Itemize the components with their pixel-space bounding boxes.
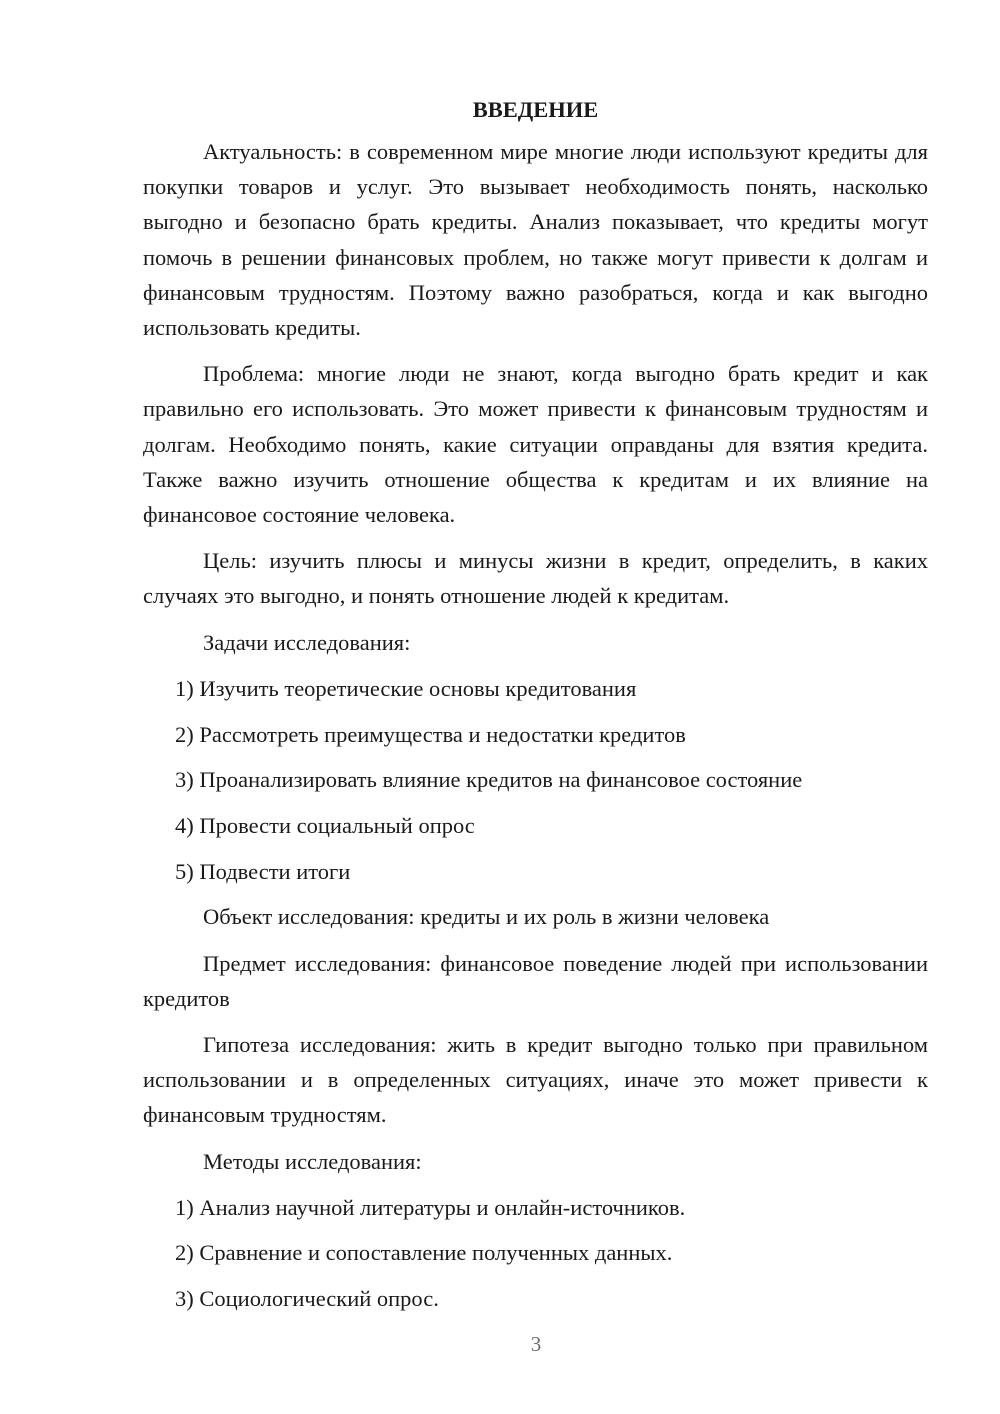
problem-paragraph: Проблема: многие люди не знают, когда выгодно брать кредит и как правильно его использовать. Это может привести к финансовым трудностям и долгам. Необходимо понять, какие ситуации оправданы для взятия кредита. Также важно изучить отношение общества к кредитам и их влияние на финансовое состояние человека. <box>143 361 928 528</box>
task-item: 2) Рассмотреть преимущества и недостатки кредитов <box>175 721 686 747</box>
section-title: ВВЕДЕНИЕ <box>472 97 599 122</box>
tasks-heading: Задачи исследования: <box>203 629 411 655</box>
methods-list <box>143 1190 928 1317</box>
hypothesis-paragraph: Гипотеза исследования: жить в кредит выгодно только при правильном использовании и в определенных ситуациях, иначе это может привести к финансовым трудностям. <box>143 1031 928 1128</box>
goal-paragraph: Цель: изучить плюсы и минусы жизни в кредит, определить, в каких случаях это выгодно, и понять отношение людей к кредитам. <box>143 548 928 609</box>
method-item: 2) Сравнение и сопоставление полученных данных. <box>175 1240 673 1266</box>
document-page <box>143 92 928 1327</box>
method-item: 3) Социологический опрос. <box>175 1286 439 1312</box>
page-number: 3 <box>530 1332 542 1356</box>
task-item: 5) Подвести итоги <box>175 858 351 884</box>
task-item: 4) Провести социальный опрос <box>175 812 475 838</box>
tasks-list <box>143 671 928 889</box>
object-paragraph: Объект исследования: кредиты и их роль в жизни человека <box>203 904 770 930</box>
relevance-paragraph: Актуальность: в современном мире многие люди используют кредиты для покупки товаров и услуг. Это вызывает необходимость понять, насколько выгодно и безопасно брать кредиты. Анализ показывает, что кредиты могут помочь в решении финансовых проблем, но также могут привести к долгам и финансовым трудностям. Поэтому важно разобраться, когда и как выгодно использовать кредиты. <box>143 139 928 341</box>
method-item: 1) Анализ научной литературы и онлайн-источников. <box>175 1194 686 1220</box>
methods-heading: Методы исследования: <box>203 1148 422 1174</box>
subject-paragraph: Предмет исследования: финансовое поведение людей при использовании кредитов <box>143 950 928 1011</box>
task-item: 1) Изучить теоретические основы кредитования <box>175 675 637 701</box>
task-item: 3) Проанализировать влияние кредитов на финансовое состояние <box>175 767 803 793</box>
